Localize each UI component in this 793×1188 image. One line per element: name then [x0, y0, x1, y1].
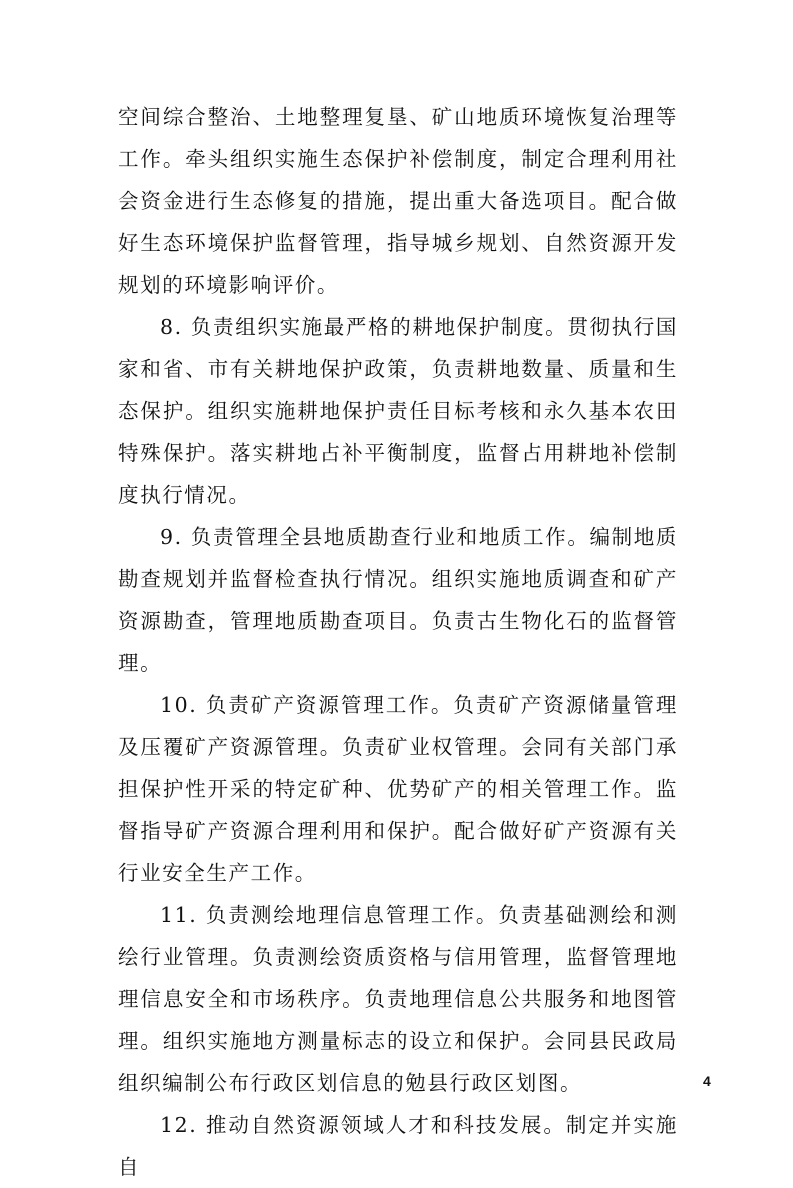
paragraph-item-8: 8. 负责组织实施最严格的耕地保护制度。贯彻执行国家和省、市有关耕地保护政策，负责耕地数量、质量和生态保护。组织实施耕地保护责任目标考核和永久基本农田特殊保护。落实耕地占补平衡制度，监督占用耕地补偿制度执行情况。	[118, 315, 678, 507]
paragraph-item-12: 12. 推动自然资源领域人才和科技发展。制定并实施自	[118, 1113, 678, 1179]
paragraph-item-10: 10. 负责矿产资源管理工作。负责矿产资源储量管理及压覆矿产资源管理。负责矿业权管理。会同有关部门承担保护性开采的特定矿种、优势矿产的相关管理工作。监督指导矿产资源合理利用和保护。配合做好矿产资源有关行业安全生产工作。	[118, 693, 678, 885]
paragraph-item-11: 11. 负责测绘地理信息管理工作。负责基础测绘和测绘行业管理。负责测绘资质资格与信用管理，监督管理地理信息安全和市场秩序。负责地理信息公共服务和地图管理。组织实施地方测量标志的设立和保护。会同县民政局组织编制公布行政区划信息的勉县行政区划图。	[118, 903, 678, 1095]
page-number: 4	[703, 1073, 711, 1089]
paragraph-continued: 空间综合整治、土地整理复垦、矿山地质环境恢复治理等工作。牵头组织实施生态保护补偿制度，制定合理利用社会资金进行生态修复的措施，提出重大备选项目。配合做好生态环境保护监督管理，指导城乡规划、自然资源开发规划的环境影响评价。	[118, 105, 678, 297]
paragraph-item-9: 9. 负责管理全县地质勘查行业和地质工作。编制地质勘查规划并监督检查执行情况。组织实施地质调查和矿产资源勘查，管理地质勘查项目。负责古生物化石的监督管理。	[118, 525, 678, 675]
document-body	[118, 96, 678, 1188]
